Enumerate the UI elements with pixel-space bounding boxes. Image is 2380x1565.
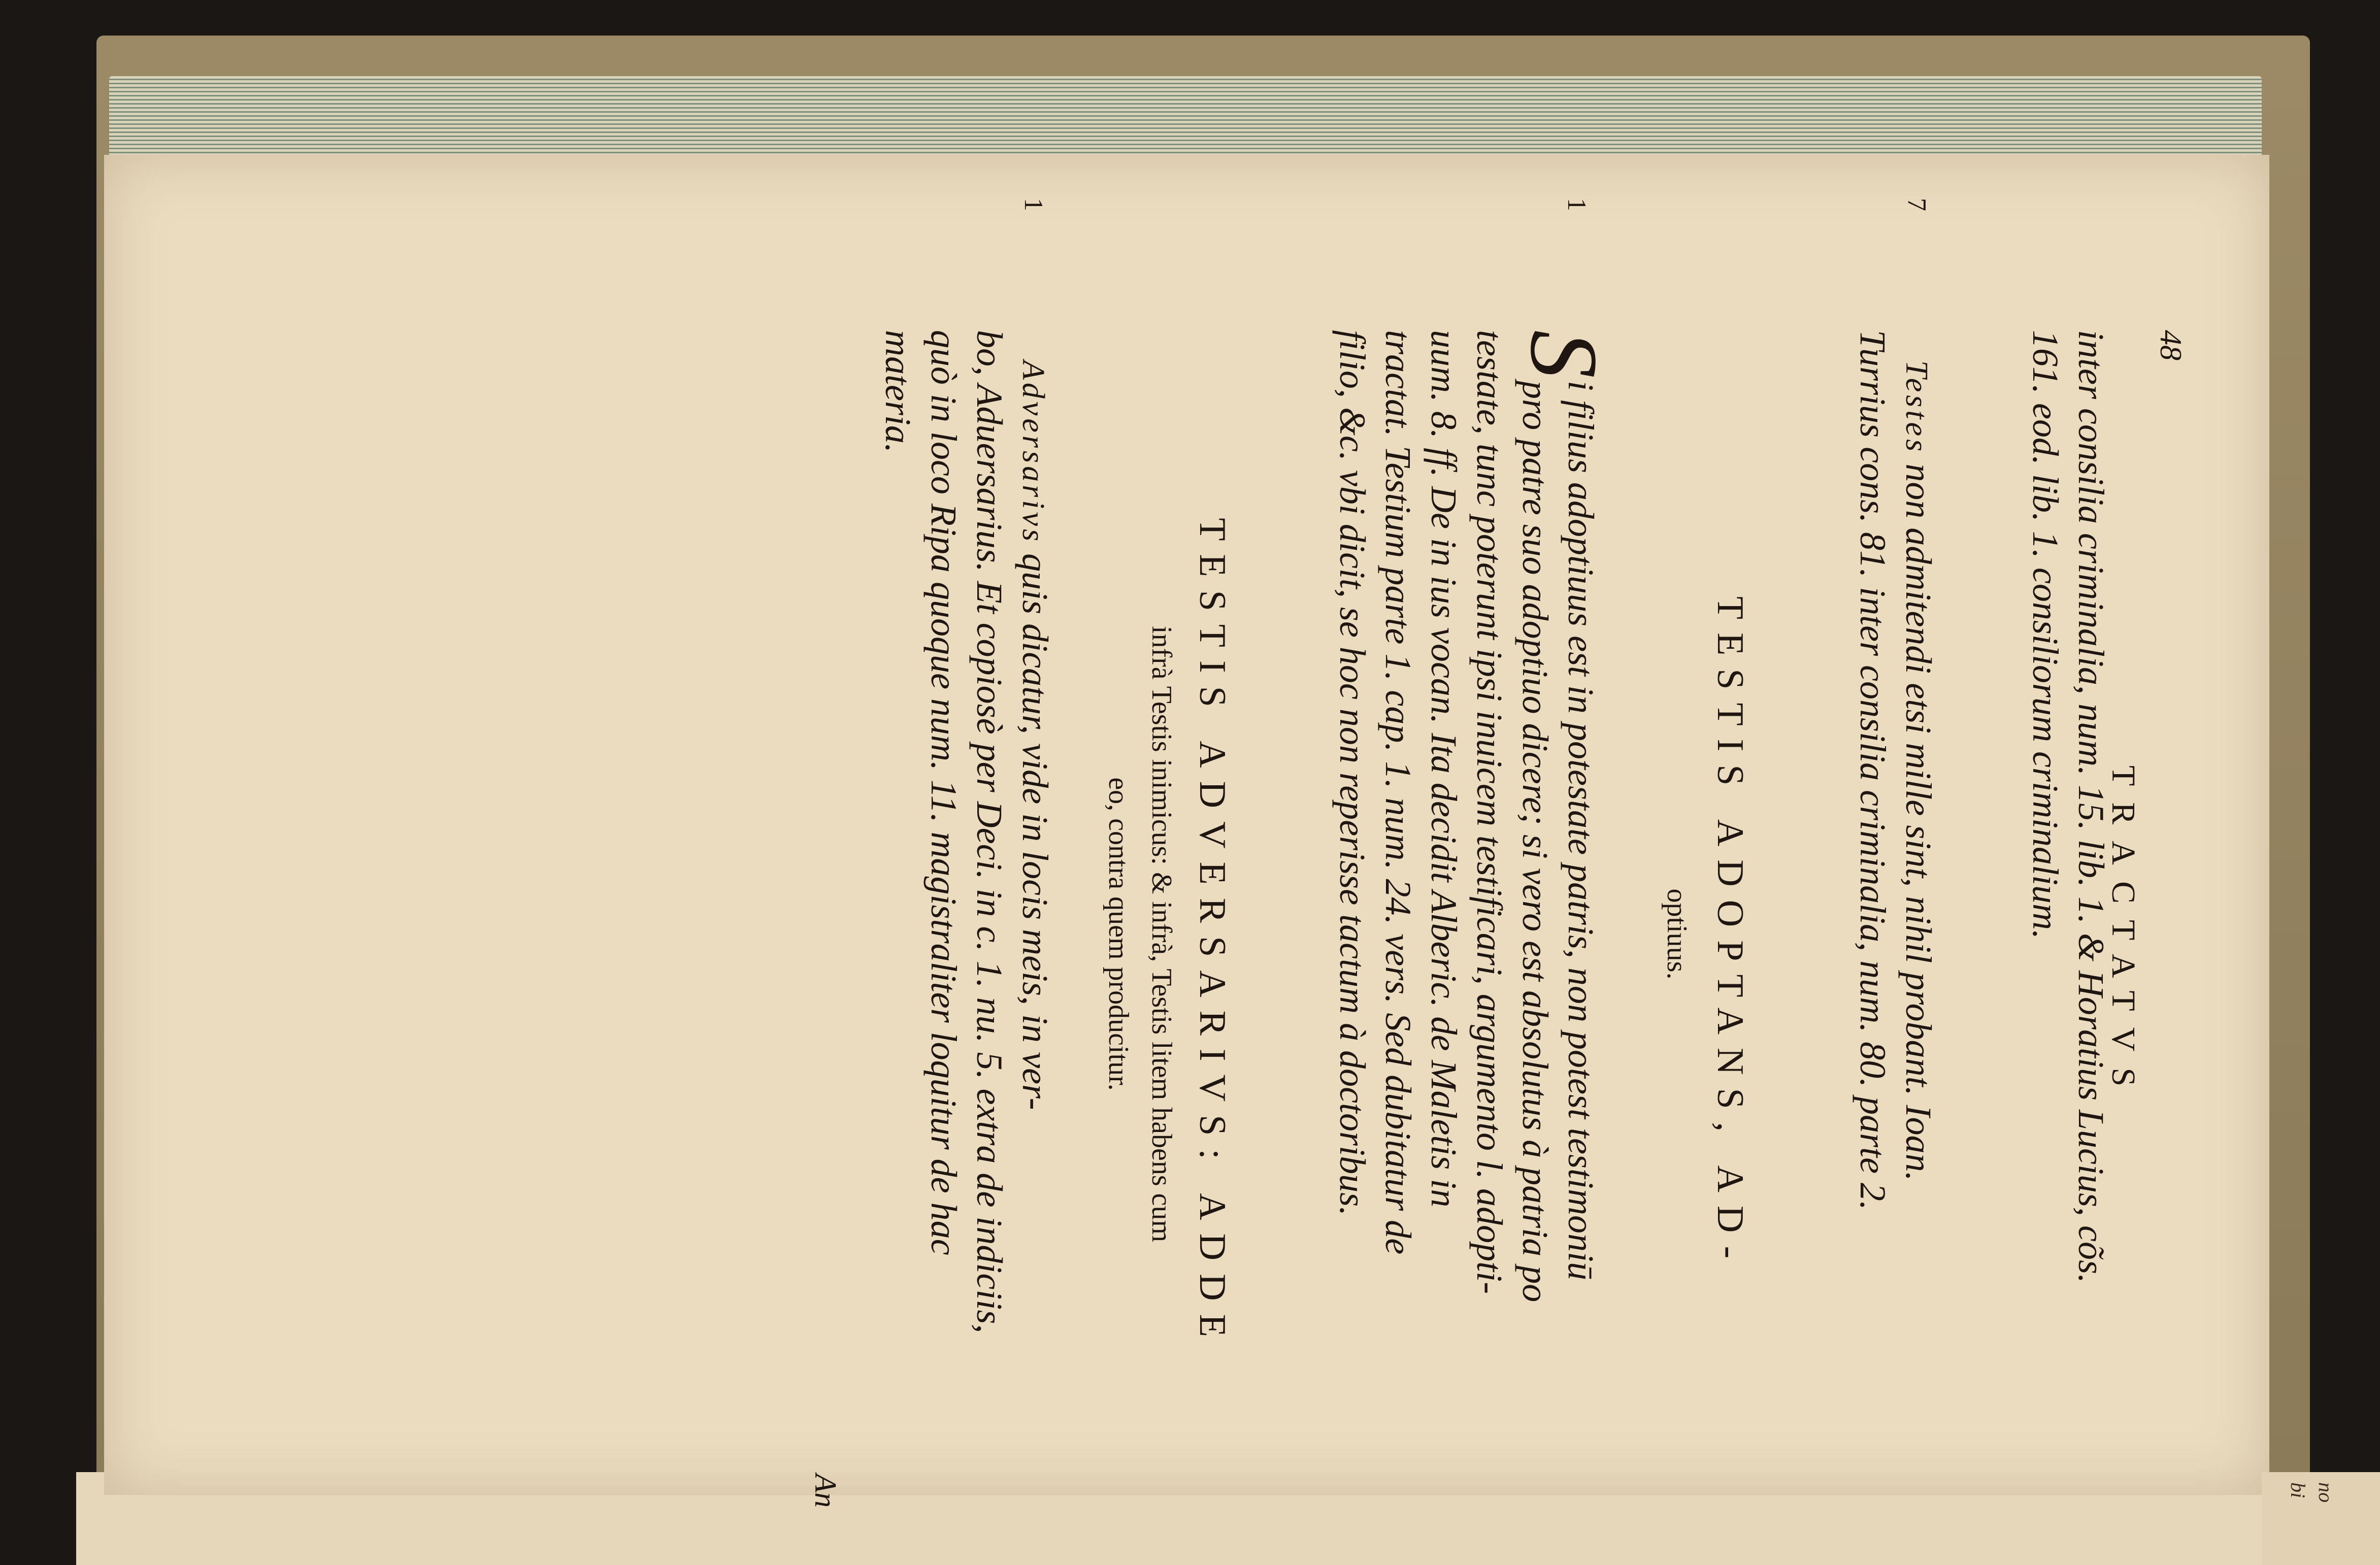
continuation-line-1: inter consilia criminalia, num. 15. lib. 1. & Horatius Lucius, cõs.	[2071, 330, 2111, 1284]
paragraph-marker-7: 7	[1902, 198, 1931, 211]
section-2-line-4: materia.	[878, 330, 918, 453]
paragraph-7-line-2: Turrius cons. 81. inter consilia criminalia, num. 80. parte 2.	[1853, 330, 1893, 1211]
section-1-line-2: pro patre suo adoptiuo dicere; si vero est absolutus à patria po	[1515, 381, 1556, 1303]
section-2-line-1	[1014, 360, 1056, 1110]
drop-capital: S	[1510, 330, 1617, 378]
section-subheading-adversarius-2: eo, contra quem producitur.	[1103, 777, 1134, 1091]
catchword: An	[809, 1474, 842, 1508]
paragraph-marker-1b: 1	[1019, 198, 1048, 211]
section-1-line-4: uum. 8. ff. De in ius vocan. Ita decidit Alberic. de Maletis in	[1424, 330, 1464, 1208]
page-number: 48	[2154, 330, 2188, 360]
section-subheading-adoptans: optiuus.	[1661, 888, 1693, 980]
paragraph-marker-1a: 1	[1562, 198, 1591, 211]
section-heading-adoptans: TESTIS ADOPTANS, AD-	[1709, 596, 1751, 1272]
paragraph-7-line-1	[1897, 360, 1939, 1181]
paragraph-7-line-1-rest: non admitendi etsi mille sint, nihil probant. Ioan.	[1898, 454, 1939, 1181]
section-1-line-1: i filius adoptiuus est in potestate patris, non potest testimoniū	[1561, 381, 1601, 1281]
paragraph-7-smallcaps: Testes	[1899, 360, 1934, 455]
section-heading-adversarius: TESTIS ADVERSARIVS: ADDE	[1192, 518, 1233, 1350]
printed-text-block	[411, 198, 2188, 1538]
adjacent-text-2: bi	[2287, 1482, 2309, 1499]
section-1-line-3: testate, tunc poterunt ipsi inuicem testificari, argumento l. adopti-	[1469, 330, 1510, 1294]
section-1-line-5: tractat. Testium parte 1. cap. 1. num. 24. vers. Sed dubitatur de	[1378, 330, 1418, 1255]
section-2-line-2: bo, Aduersarius. Et copiosè per Deci. in c. 1. nu. 5. extra de indiciis,	[969, 330, 1010, 1334]
section-2-smallcaps: Adversarivs	[1016, 360, 1050, 545]
section-2-line-1-rest: quis dicatur, vide in locis meis, in ver-	[1015, 544, 1055, 1110]
section-2-line-3: quò in loco Ripa quoque num. 11. magistraliter loquitur de hac	[923, 330, 964, 1255]
section-subheading-adversarius-1: infrà Testis inimicus: & infrà, Testis litem habens cum	[1146, 625, 1177, 1243]
running-head: TRACTATVS	[2105, 765, 2142, 1103]
section-1-line-6: filio, &c. vbi dicit, se hoc non reperisse tactum à doctoribus.	[1332, 330, 1373, 1216]
adjacent-text-1: no	[2315, 1482, 2337, 1503]
adjacent-page-fragment	[2262, 1472, 2380, 1565]
page-block-edges	[109, 76, 2262, 162]
continuation-line-2: 161. eod. lib. 1. consiliorum criminalium.	[2025, 330, 2066, 939]
